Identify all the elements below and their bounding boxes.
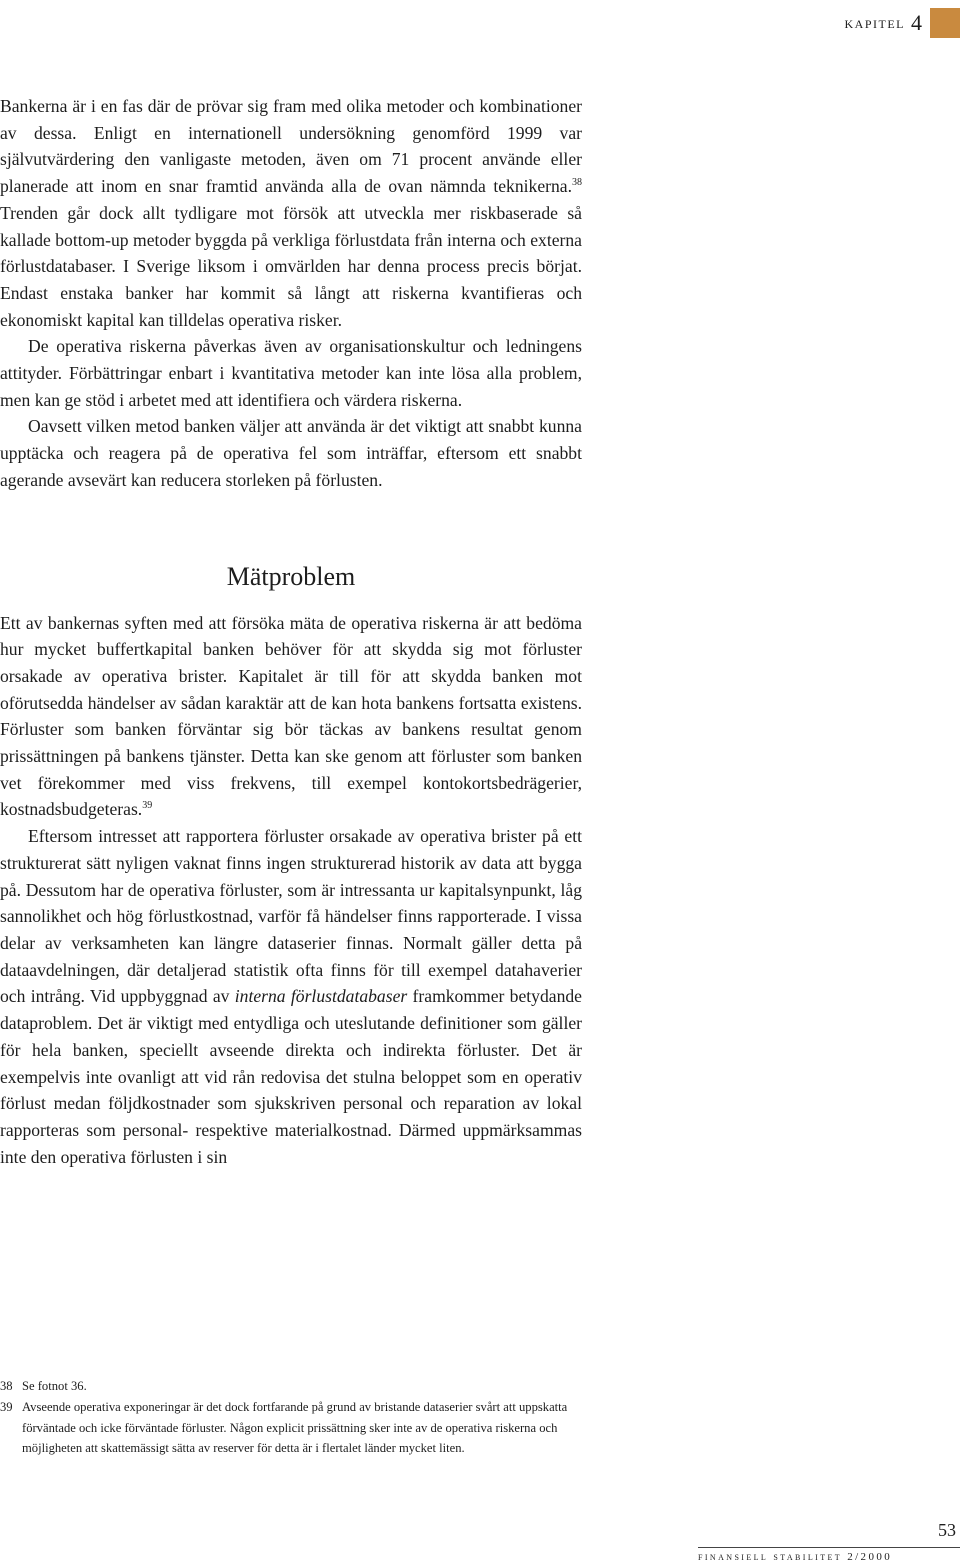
paragraph-detection: Oavsett vilken metod banken väljer att använda är det viktigt att snabbt kunna upptäcka och reagera på de operativa fel som inträffar, eftersom ett snabbt agerande avsevärt kan reducera storleken på förlusten. (0, 416, 582, 490)
page-number: 53 (938, 1520, 956, 1540)
footnote-ref-38: 38 (572, 177, 582, 189)
running-header (845, 6, 960, 40)
footer-divider (698, 1547, 960, 1548)
paragraph-data-problems: Eftersom intresset att rapportera förluster orsakade av operativa brister på ett strukturerat sätt nyligen vaknat finns ingen strukturerad historik av data att bygga på. Dessutom har de operativa förluster, som är intressanta ur kapitalsynpunkt, låg sannolikhet och hög förlustkostnad, varför få händelser finns rapporterade. I vissa delar av verksamheten kan längre dataserier finnas. Normalt gäller detta på dataavdelningen, där detaljerad statistik ofta finns för till exempel datahaverier och intrång. Vid uppbyggnad av interna förlustdatabaser framkommer betydande dataproblem. Det är viktigt med entydliga och uteslutande definitioner som gäller för hela banken, speciellt avseende direkta och indirekta förluster. Det är exempelvis inte ovanligt att vid rån redovisa det stulna beloppet som en operativ förlust medan följdkostnader som sjukskriven personal och reparation av lokal rapporteras som personal- respektive materialkostnad. Därmed uppmärksammas inte den operativa förlusten i sin (0, 826, 582, 1167)
footnote-38 (0, 1376, 575, 1397)
paragraph-culture: De operativa riskerna påverkas även av organisationskultur och ledningens attityder. Förbättringar enbart i kvantitativa metoder kan inte lösa alla problem, men kan ge stöd i arbetet med att identifiera och värdera riskerna. (0, 336, 582, 410)
footnote-text: Se fotnot 36. (22, 1379, 87, 1393)
footnote-text: Avseende operativa exponeringar är det dock fortfarande på grund av bristande dataserier svårt att uppskatta förväntade och icke förväntade förluster. Någon explicit prissättning sker inte av de operativa riskerna och möjligheten att skattemässigt sätta av reserver för detta är i flertalet länder mycket liten. (22, 1399, 568, 1456)
footnote-number: 39 (0, 1399, 13, 1414)
chapter-color-block (930, 8, 960, 38)
paragraph-methods: Bankerna är i en fas där de prövar sig fram med olika metoder och kombinationer av dessa. Enligt en internationell undersökning genomförd 1999 var självutvärdering den vanligaste metoden, även om 71 procent använde eller planerade att inom en snar framtid använda alla de ovan nämnda teknikerna.$^{38}$ Trenden går dock allt tydligare mot försök att utveckla mer riskbaserade så kallade bottom-up metoder byggda på verkliga förlustdata från interna och externa förlustdatabaser. I Sverige liksom i omvärlden har denna process precis börjat. Endast enstaka banker har kommit så långt att riskerna kvantifieras och ekonomiskt kapital kan tilldelas operativa risker. (0, 96, 582, 330)
publication-title: finansiell stabilitet 2/2000 (698, 1551, 893, 1563)
paragraph-capital: Ett av bankernas syften med att försöka mäta de operativa riskerna är att bedöma hur mycket buffertkapital banken behöver för att skydda sig mot förluster orsakade av operativa brister. Kapitalet är till för att skydda banken mot oförutsedda händelser av sådan karaktär att de kan hota bankens fortsatta existens. Förluster som banken förväntar sig bör täckas av bankens resultat genom prissättningen på bankens tjänster. Detta kan ske genom att förluster som banken vet förekommer med viss frekvens, till exempel kontokortsbedrägerier, kostnadsbudgeteras.$^{39}$ (0, 612, 582, 820)
italic-term: interna förlustdatabaser (234, 986, 408, 1007)
section-heading: Mätproblem (226, 561, 356, 591)
footnotes (0, 1376, 575, 1459)
chapter-number: 4 (911, 10, 922, 35)
chapter-label: kapitel (844, 13, 905, 32)
footnote-39 (0, 1397, 575, 1459)
footnote-ref-39: 39 (142, 800, 153, 812)
footnote-number: 38 (0, 1379, 13, 1393)
main-text (0, 93, 582, 1170)
